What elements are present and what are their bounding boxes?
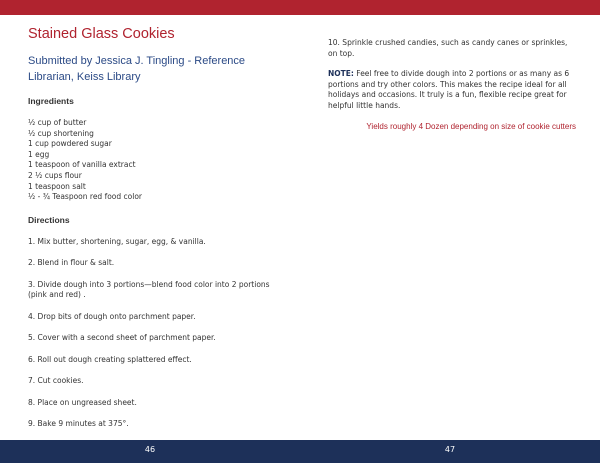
directions-heading: Directions [28,214,70,225]
ingredients-list [28,118,288,203]
ingredient-item: 1 teaspoon of vanilla extract [28,160,136,170]
direction-step: 9. Bake 9 minutes at 375°. [28,419,129,429]
note-label: NOTE: [328,69,354,78]
ingredient-item: 1 cup powdered sugar [28,139,112,149]
direction-step: 1. Mix butter, shortening, sugar, egg, & vanilla. [28,236,206,246]
ingredient-item: ½ - ¾ Teaspoon red food color [28,192,143,202]
direction-step-10: 10. Sprinkle crushed candies, such as candy canes or sprinkles, on top. [328,38,568,58]
direction-step: 2. Blend in flour & salt. [28,258,115,268]
ingredient-item: ½ cup shortening [28,128,94,138]
ingredient-item: 1 egg [28,149,50,159]
page-number-right: 47 [444,445,456,454]
bottom-color-bar [0,440,600,463]
direction-step: 8. Place on ungreased sheet. [28,397,137,407]
ingredients-heading: Ingredients [28,96,74,106]
note-text: Feel free to divide dough into 2 portions or as many as 6 portions and try other colors. This makes the recipe ideal for all holidays and occasions. It truly is a fun, flexible recipe great for helpful little hands. [328,69,570,110]
recipe-title: Stained Glass Cookies [28,26,175,42]
submitted-by: Submitted by Jessica J. Tingling - Reference Librarian, Keiss Library [28,55,246,83]
direction-step: 6. Roll out dough creating splattered effect. [28,354,192,364]
yield-note: Yields roughly 4 Dozen depending on size of cookie cutters [366,122,576,131]
direction-step: 3. Divide dough into 3 portions—blend food color into 2 portions (pink and red) . [28,279,270,300]
directions-list [28,237,288,430]
ingredient-item: 2 ½ cups flour [28,170,82,180]
direction-step: 5. Cover with a second sheet of parchment paper. [28,333,216,343]
ingredient-item: 1 teaspoon salt [28,181,86,191]
ingredient-item: ½ cup of butter [28,118,87,127]
left-page [28,18,288,441]
right-page [328,18,576,131]
direction-step: 7. Cut cookies. [28,376,84,386]
direction-step: 4. Drop bits of dough onto parchment paper. [28,311,196,321]
page-number-left: 46 [144,445,156,454]
note-paragraph [328,69,576,111]
top-color-bar [0,0,600,15]
